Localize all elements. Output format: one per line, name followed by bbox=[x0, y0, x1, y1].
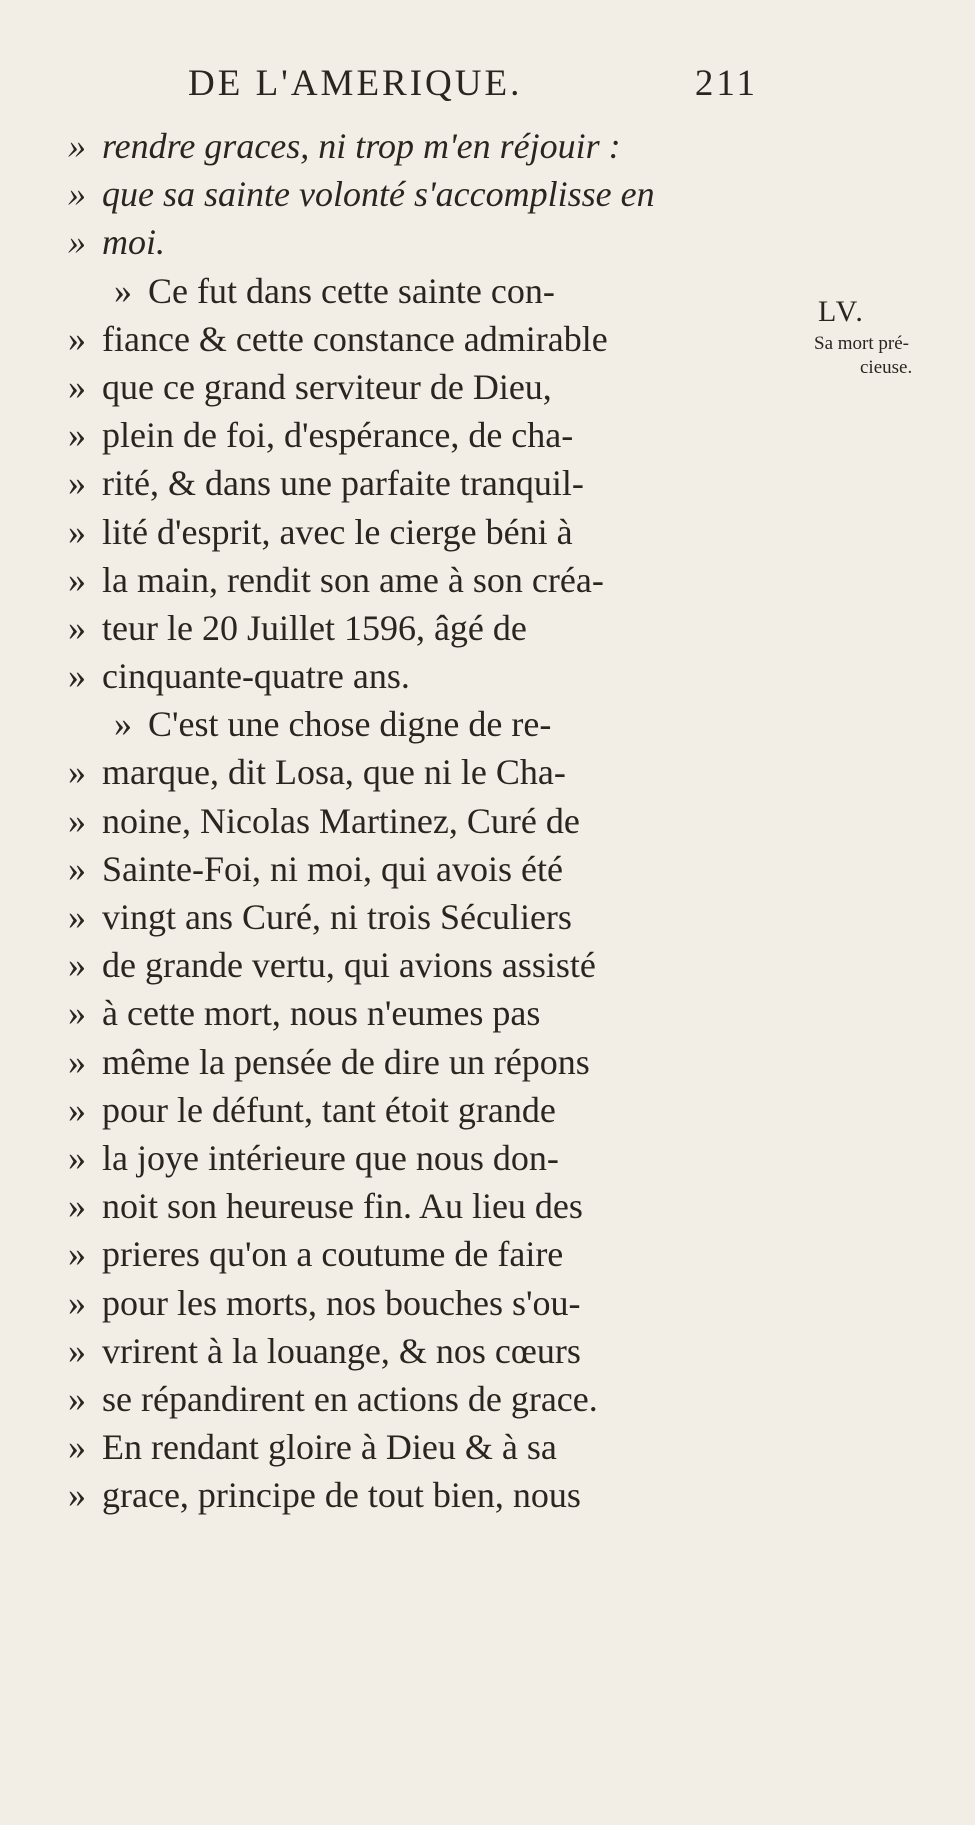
quote-mark: » bbox=[68, 1475, 86, 1516]
text-line bbox=[68, 748, 768, 796]
quote-mark: » bbox=[68, 463, 86, 504]
line-text: noit son heureuse fin. Au lieu des bbox=[102, 1186, 583, 1227]
quote-mark: » bbox=[68, 656, 86, 697]
margin-note-line-2: cieuse. bbox=[860, 357, 913, 378]
text-line bbox=[68, 508, 768, 556]
line-text: de grande vertu, qui avions assisté bbox=[102, 945, 596, 986]
line-text: rité, & dans une parfaite tranquil- bbox=[102, 463, 584, 504]
text-line bbox=[68, 1423, 768, 1471]
margin-note bbox=[800, 292, 960, 380]
line-text: que sa sainte volonté s'accomplisse en bbox=[102, 174, 655, 215]
text-line bbox=[68, 845, 768, 893]
quote-mark: » bbox=[68, 1186, 86, 1227]
text-line bbox=[68, 893, 768, 941]
running-header bbox=[188, 62, 758, 114]
line-text: prieres qu'on a coutume de faire bbox=[102, 1234, 564, 1275]
line-text: lité d'esprit, avec le cierge béni à bbox=[102, 511, 573, 552]
text-line bbox=[68, 652, 768, 700]
quote-mark: » bbox=[68, 511, 86, 552]
quote-mark: » bbox=[68, 318, 86, 359]
text-line bbox=[68, 797, 768, 845]
text-line bbox=[68, 1182, 768, 1230]
line-text: la joye intérieure que nous don- bbox=[102, 1137, 559, 1178]
quote-mark: » bbox=[68, 945, 86, 986]
text-line bbox=[68, 459, 768, 507]
quote-mark: » bbox=[68, 752, 86, 793]
quote-mark: » bbox=[68, 607, 86, 648]
quote-mark: » bbox=[68, 897, 86, 937]
text-line bbox=[68, 941, 768, 989]
text-line bbox=[68, 411, 768, 459]
line-text: cinquante-quatre ans. bbox=[102, 656, 410, 697]
text-line bbox=[68, 267, 768, 315]
line-text: teur le 20 Juillet 1596, âgé de bbox=[102, 607, 527, 648]
quote-mark: » bbox=[114, 270, 132, 311]
quote-mark: » bbox=[68, 800, 86, 841]
line-text: noine, Nicolas Martinez, Curé de bbox=[102, 800, 580, 841]
quote-mark: » bbox=[68, 848, 86, 889]
text-line bbox=[68, 1086, 768, 1134]
quote-mark: » bbox=[68, 1282, 86, 1323]
line-text: C'est une chose digne de re- bbox=[148, 704, 552, 745]
text-line bbox=[68, 1279, 768, 1327]
quote-mark: » bbox=[68, 1427, 86, 1468]
text-line bbox=[68, 363, 768, 411]
line-text: Ce fut dans cette sainte con- bbox=[148, 270, 555, 311]
quote-mark: » bbox=[68, 1137, 86, 1178]
line-text: pour les morts, nos bouches s'ou- bbox=[102, 1282, 581, 1323]
text-line bbox=[68, 1471, 768, 1519]
text-line bbox=[68, 122, 768, 170]
text-line bbox=[68, 1375, 768, 1423]
text-line bbox=[68, 315, 768, 363]
line-text: vrirent à la louange, & nos cœurs bbox=[102, 1330, 581, 1371]
line-text: se répandirent en actions de grace. bbox=[102, 1378, 598, 1419]
text-line bbox=[68, 700, 768, 748]
line-text: pour le défunt, tant étoit grande bbox=[102, 1089, 556, 1130]
text-line bbox=[68, 604, 768, 652]
quote-mark: » bbox=[68, 415, 86, 456]
margin-note-line-1: Sa mort pré- bbox=[814, 333, 909, 354]
quote-mark: » bbox=[68, 993, 86, 1034]
line-text: que ce grand serviteur de Dieu, bbox=[102, 366, 552, 407]
quote-mark: » bbox=[68, 1378, 86, 1419]
quote-mark: » bbox=[68, 1089, 86, 1130]
line-text: En rendant gloire à Dieu & à sa bbox=[102, 1427, 557, 1468]
line-text: grace, principe de tout bien, nous bbox=[102, 1475, 581, 1516]
quote-mark: » bbox=[68, 1041, 86, 1082]
text-line bbox=[68, 989, 768, 1037]
text-line bbox=[68, 1327, 768, 1375]
quote-mark: » bbox=[68, 559, 86, 600]
line-text: fiance & cette constance admirable bbox=[102, 318, 608, 359]
line-text: Sainte-Foi, ni moi, qui avois été bbox=[102, 848, 563, 889]
line-text: à cette mort, nous n'eumes pas bbox=[102, 993, 541, 1034]
quote-mark: » bbox=[68, 1234, 86, 1275]
text-line bbox=[68, 218, 768, 266]
text-line bbox=[68, 170, 768, 218]
section-number: LV. bbox=[818, 295, 865, 328]
line-text: marque, dit Losa, que ni le Cha- bbox=[102, 752, 566, 793]
quote-mark: » bbox=[68, 366, 86, 407]
running-title: DE L'AMERIQUE. bbox=[188, 63, 523, 104]
quote-mark: » bbox=[68, 1330, 86, 1371]
line-text: même la pensée de dire un répons bbox=[102, 1041, 590, 1082]
line-text: plein de foi, d'espérance, de cha- bbox=[102, 415, 574, 456]
text-line bbox=[68, 1230, 768, 1278]
quote-mark: » bbox=[68, 222, 86, 263]
text-line bbox=[68, 1038, 768, 1086]
line-text: moi. bbox=[102, 222, 165, 263]
page-number: 211 bbox=[694, 63, 758, 104]
text-line bbox=[68, 556, 768, 604]
line-text: la main, rendit son ame à son créa- bbox=[102, 559, 604, 600]
quote-mark: » bbox=[114, 704, 132, 745]
quote-mark: » bbox=[68, 126, 86, 166]
quote-mark: » bbox=[68, 174, 86, 215]
line-text: vingt ans Curé, ni trois Séculiers bbox=[102, 897, 572, 937]
text-line bbox=[68, 1134, 768, 1182]
line-text: rendre graces, ni trop m'en réjouir : bbox=[102, 126, 621, 166]
body-text bbox=[68, 122, 768, 1519]
